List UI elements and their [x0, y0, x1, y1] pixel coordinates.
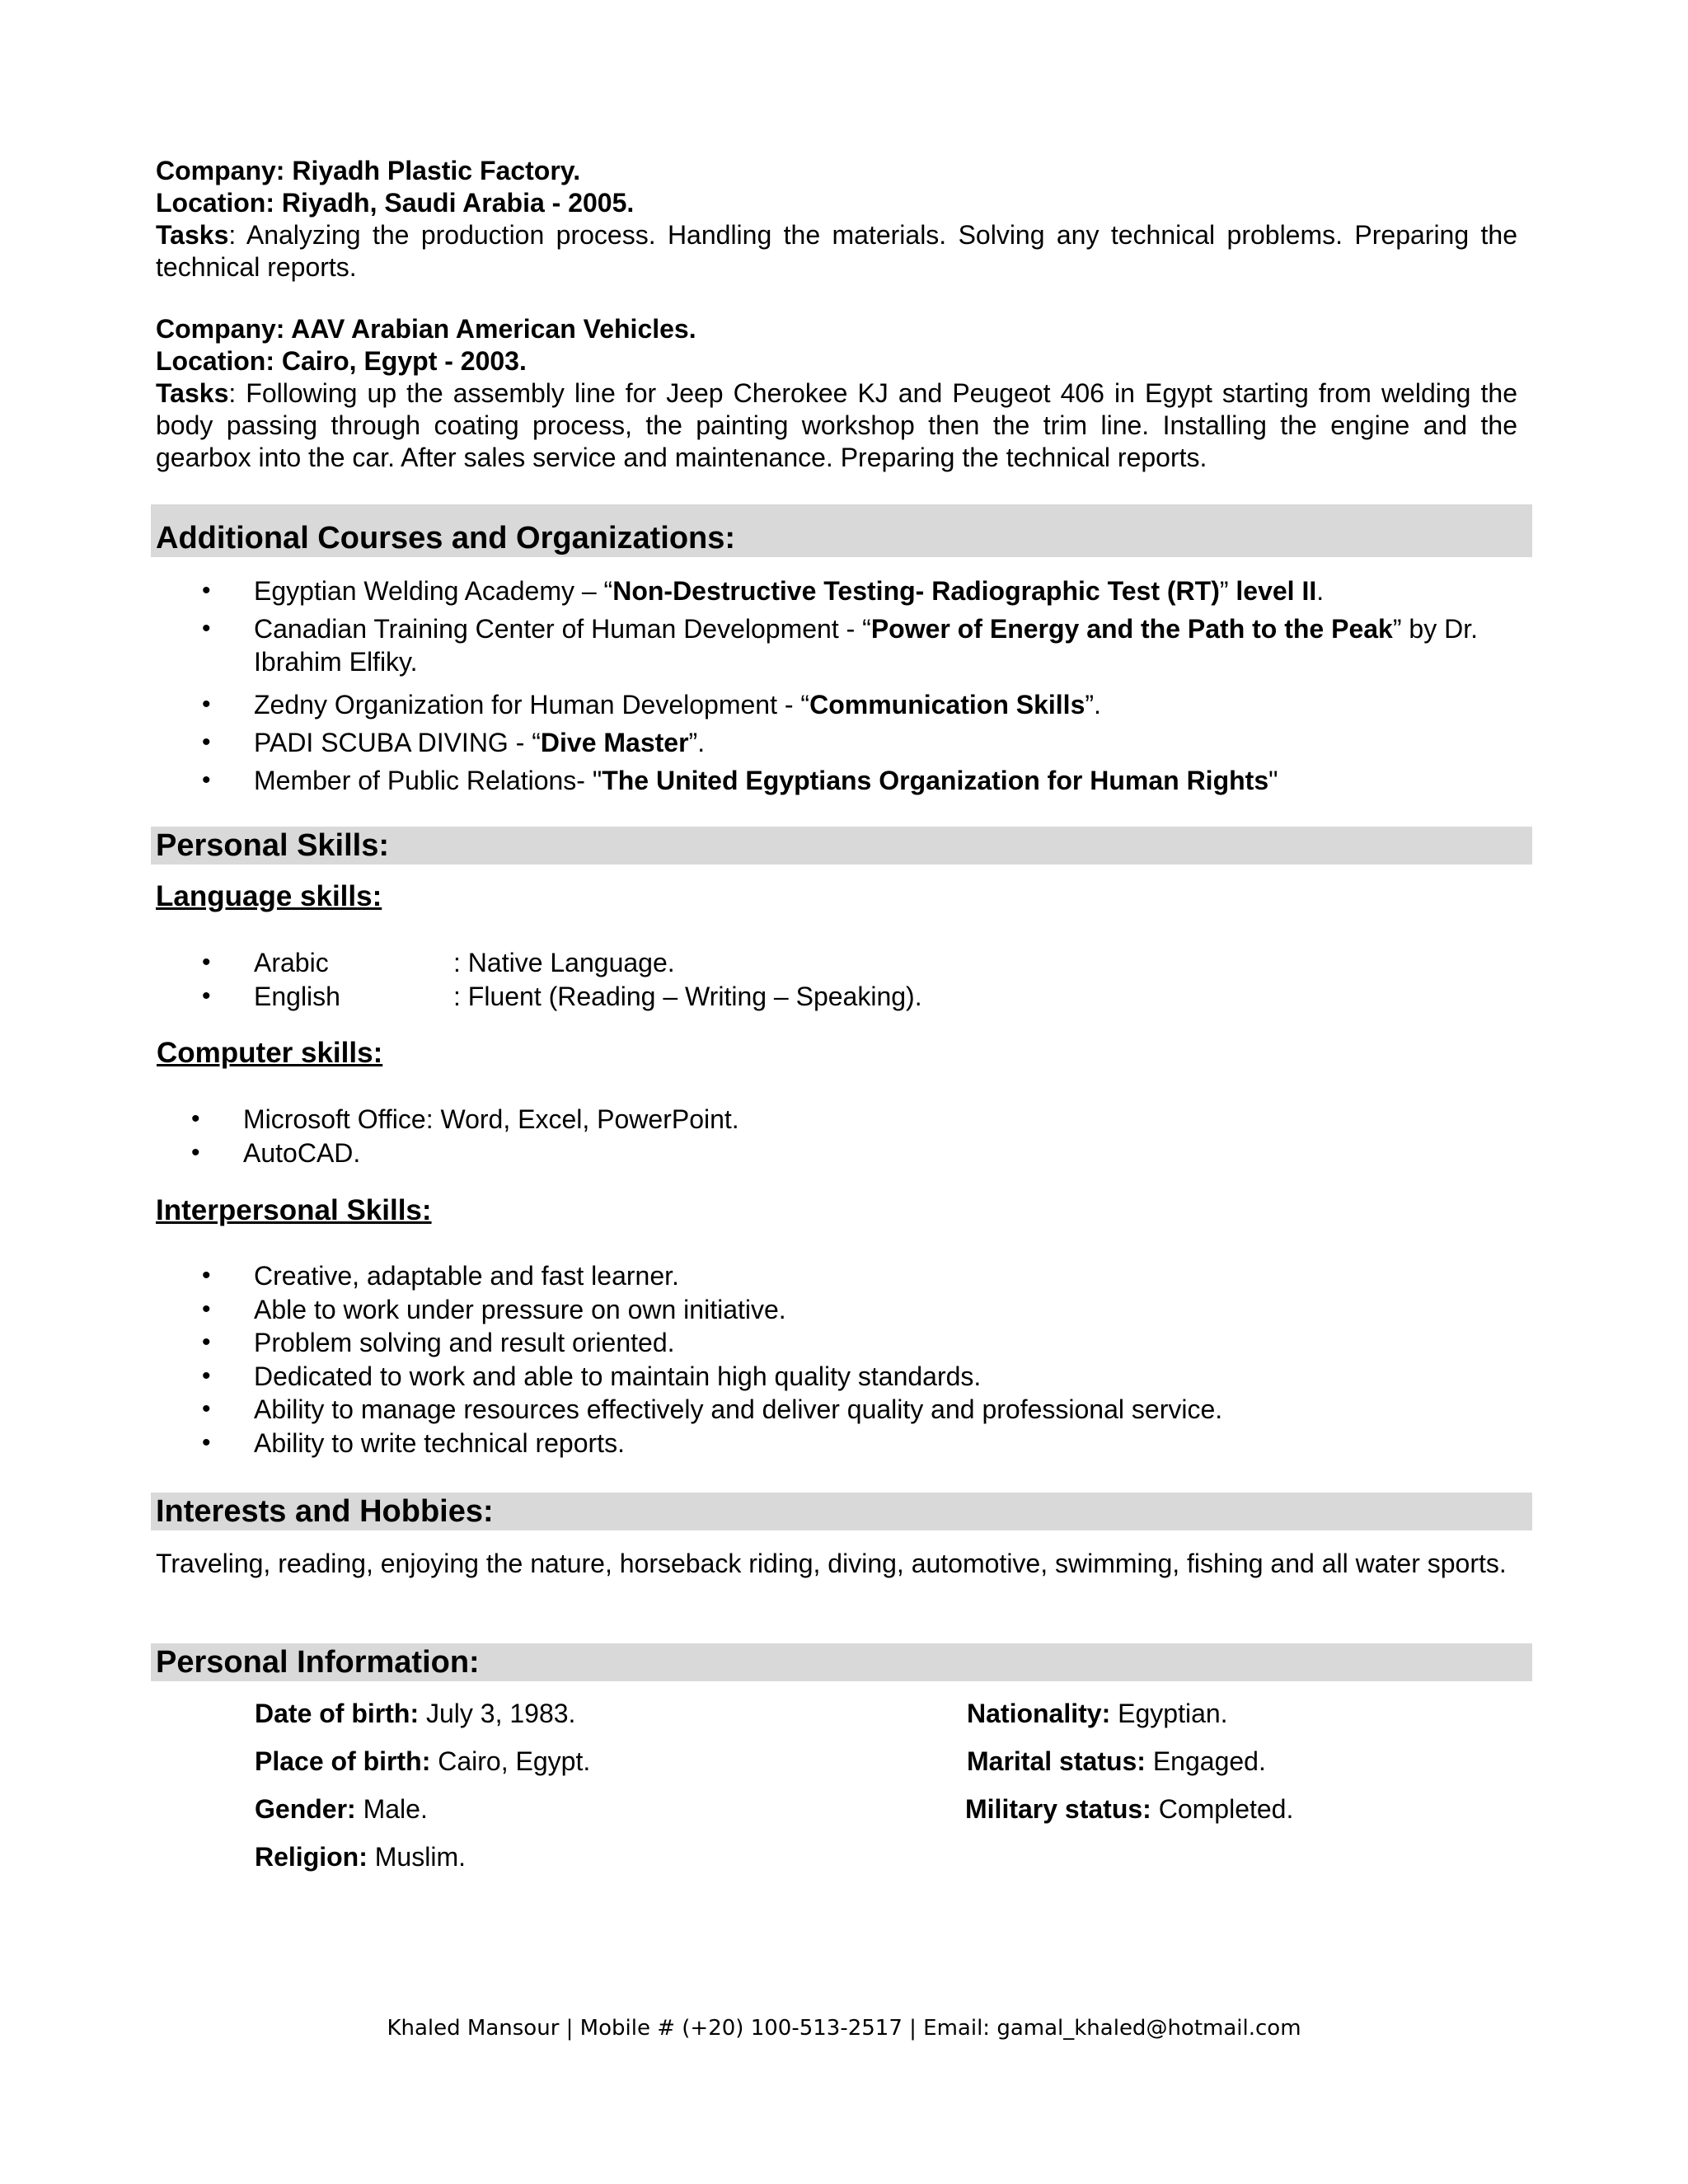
language-name: English: [254, 982, 340, 1011]
language-level: : Fluent (Reading – Writing – Speaking).: [453, 982, 922, 1011]
course-text: [254, 764, 1278, 797]
language-name: Arabic: [254, 948, 329, 977]
course-suffix: ” by Dr. Ibrahim Elfiky.: [254, 614, 1478, 677]
bullet-icon: •: [202, 1329, 211, 1356]
list-item: [204, 726, 1523, 764]
bullet-icon: •: [202, 766, 211, 794]
job-entry: [156, 155, 1517, 284]
list-item: [204, 574, 1523, 612]
list-item: [204, 946, 1358, 980]
dob-label: Date of birth:: [255, 1699, 420, 1728]
courses-list: [204, 574, 1523, 802]
skill-text: Creative, adaptable and fast learner.: [254, 1261, 679, 1291]
list-item: [191, 1103, 1348, 1137]
job-entry: [156, 313, 1517, 474]
nationality-row: [967, 1697, 1228, 1730]
interpersonal-skills-heading: Interpersonal Skills:: [156, 1194, 432, 1226]
pob-label: Place of birth:: [255, 1746, 431, 1776]
bullet-icon: •: [202, 729, 211, 756]
tasks-label: Tasks: [156, 378, 229, 408]
religion-value: Muslim.: [367, 1842, 466, 1872]
list-item: [204, 612, 1523, 688]
tasks-label: Tasks: [156, 220, 229, 250]
list-item: [204, 688, 1523, 726]
computer-skill: AutoCAD.: [243, 1138, 361, 1168]
bullet-icon: •: [202, 949, 211, 976]
skill-text: Ability to write technical reports.: [254, 1427, 625, 1458]
job-location: Location: Riyadh, Saudi Arabia - 2005.: [156, 188, 635, 218]
course-text: [254, 612, 1523, 678]
course-prefix: Egyptian Welding Academy – “: [254, 576, 613, 606]
list-item: [204, 1393, 1482, 1427]
bullet-icon: •: [202, 1395, 211, 1422]
course-suffix: ": [1268, 766, 1278, 795]
bullet-icon: •: [202, 691, 211, 718]
interpersonal-list: [204, 1259, 1482, 1460]
course-suffix: ”.: [688, 728, 706, 757]
job-tasks: [156, 219, 1517, 284]
bullet-icon: •: [202, 1428, 211, 1456]
language-level: : Native Language.: [453, 948, 675, 977]
list-item: [204, 1427, 1482, 1460]
course-title: Dive Master: [540, 728, 689, 757]
course-title: Power of Energy and the Path to the Peak: [870, 614, 1393, 644]
language-skills-heading: Language skills:: [156, 880, 382, 912]
course-mid: ”: [1219, 576, 1236, 606]
list-item: [204, 1259, 1482, 1293]
list-item: [204, 1293, 1482, 1327]
skill-text: Dedicated to work and able to maintain high quality standards.: [254, 1361, 982, 1391]
marital-label: Marital status:: [967, 1746, 1146, 1776]
religion-label: Religion:: [255, 1842, 368, 1872]
gender-row: [255, 1793, 428, 1825]
marital-row: [967, 1745, 1266, 1778]
computer-skill: Microsoft Office: Word, Excel, PowerPoint.: [243, 1104, 739, 1134]
job-tasks: [156, 377, 1517, 474]
course-text: [254, 688, 1101, 721]
course-text: [254, 574, 1324, 607]
list-item: [204, 764, 1523, 802]
computer-skills-list: [191, 1103, 1348, 1170]
skill-text: Able to work under pressure on own initiative.: [254, 1294, 786, 1324]
dob-row: [255, 1697, 575, 1730]
language-list: [204, 946, 1358, 1014]
page-footer: Khaled Mansour | Mobile # (+20) 100-513-2517 | Email: gamal_khaled@hotmail.com: [387, 2016, 1301, 2041]
tasks-text: : Analyzing the production process. Handling the materials. Solving any technical problems. Preparing the technical reports.: [156, 220, 1517, 282]
course-prefix: Canadian Training Center of Human Development - “: [254, 614, 871, 644]
tasks-text: : Following up the assembly line for Jeep Cherokee KJ and Peugeot 406 in Egypt starting from welding the body passing through coating process, the painting workshop then the trim line. Installing the engine and the gearbox into the car. After sales service and maintenance. Preparing the technical reports.: [156, 378, 1517, 472]
nationality-label: Nationality:: [967, 1699, 1111, 1728]
list-item: [191, 1137, 1348, 1170]
military-value: Completed.: [1151, 1794, 1294, 1824]
skill-text: Ability to manage resources effectively and deliver quality and professional service.: [254, 1394, 1223, 1424]
interests-text: Traveling, reading, enjoying the nature, horseback riding, diving, automotive, swimming, fishing and all water sports.: [156, 1549, 1507, 1578]
course-title: The United Egyptians Organization for Human Rights: [602, 766, 1269, 795]
marital-value: Engaged.: [1145, 1746, 1266, 1776]
job-location: Location: Cairo, Egypt - 2003.: [156, 346, 527, 376]
military-row: [965, 1793, 1293, 1825]
course-title: Non-Destructive Testing- Radiographic Test (RT): [612, 576, 1220, 606]
bullet-icon: •: [202, 982, 211, 1010]
course-prefix: Member of Public Relations- ": [254, 766, 603, 795]
section-heading-personal-skills: Personal Skills:: [151, 827, 1532, 865]
course-prefix: Zedny Organization for Human Development - “: [254, 690, 810, 719]
gender-label: Gender:: [255, 1794, 356, 1824]
pob-row: [255, 1745, 590, 1778]
section-heading-interests: Interests and Hobbies:: [151, 1493, 1532, 1530]
military-label: Military status:: [965, 1794, 1151, 1824]
bullet-icon: •: [202, 1295, 211, 1323]
course-prefix: PADI SCUBA DIVING - “: [254, 728, 541, 757]
course-text: [254, 726, 705, 759]
pob-value: Cairo, Egypt.: [430, 1746, 591, 1776]
course-suffix: ”.: [1085, 690, 1101, 719]
course-suffix: .: [1316, 576, 1325, 606]
bullet-icon: •: [202, 1262, 211, 1289]
dob-value: July 3, 1983.: [419, 1699, 576, 1728]
bullet-icon: •: [191, 1105, 200, 1132]
list-item: [204, 1326, 1482, 1360]
bullet-icon: •: [202, 577, 211, 604]
religion-row: [255, 1840, 466, 1873]
nationality-value: Egyptian.: [1110, 1699, 1228, 1728]
course-level: level II: [1236, 576, 1317, 606]
company-name: Company: AAV Arabian American Vehicles.: [156, 314, 696, 344]
section-heading-courses: Additional Courses and Organizations:: [151, 504, 1532, 557]
company-name: Company: Riyadh Plastic Factory.: [156, 156, 581, 185]
gender-value: Male.: [355, 1794, 428, 1824]
bullet-icon: •: [202, 1361, 211, 1390]
skill-text: Problem solving and result oriented.: [254, 1328, 675, 1357]
section-heading-personal-info: Personal Information:: [151, 1643, 1532, 1681]
bullet-icon: •: [202, 615, 211, 642]
bullet-icon: •: [191, 1139, 200, 1166]
computer-skills-heading: Computer skills:: [157, 1037, 383, 1069]
list-item: [204, 1360, 1482, 1394]
course-title: Communication Skills: [809, 690, 1085, 719]
list-item: [204, 980, 1358, 1014]
